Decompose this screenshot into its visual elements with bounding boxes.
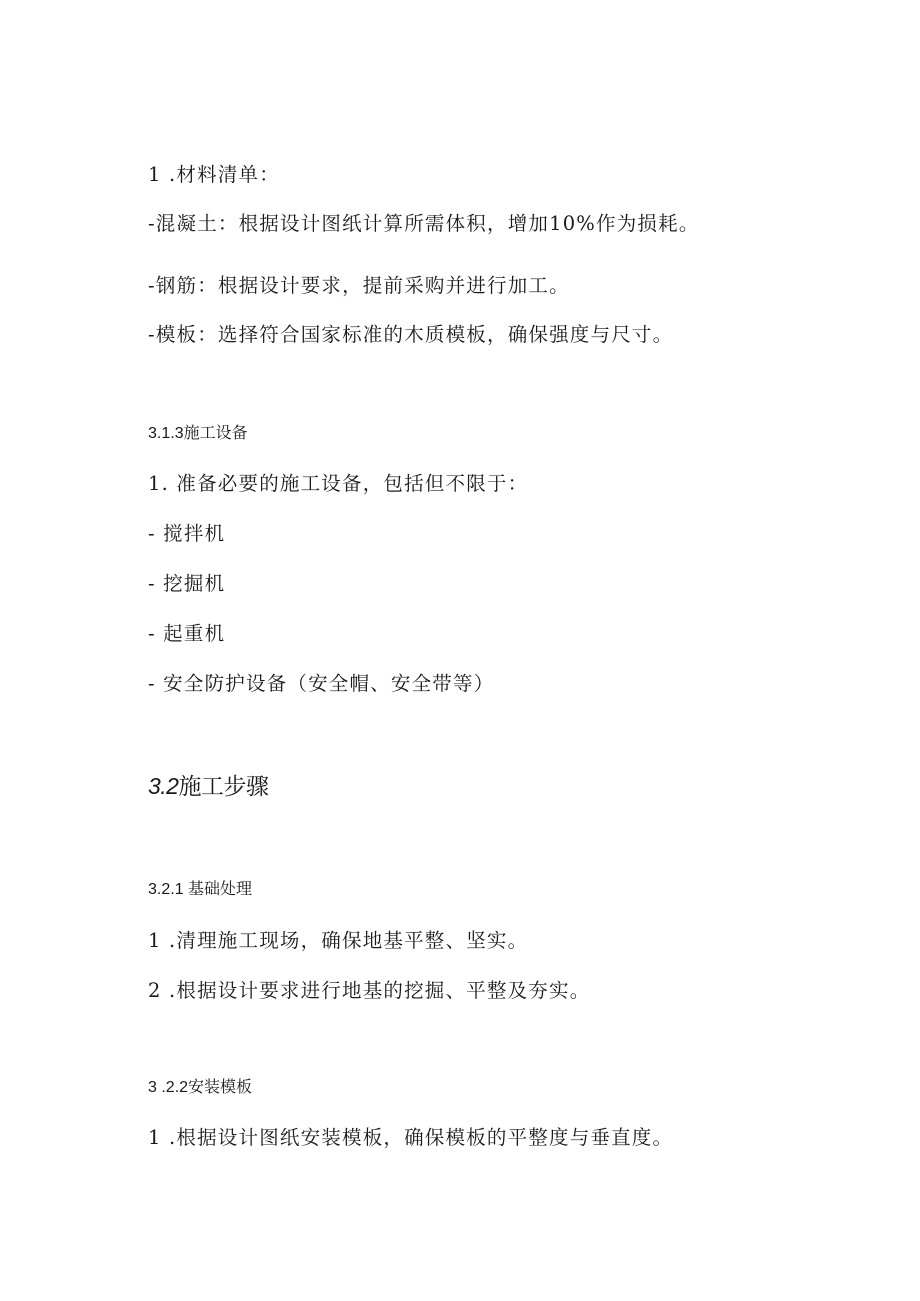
heading-3-2-number: 3.2 (148, 773, 179, 799)
heading-3-2-2: 3 .2.2安装模板 (148, 1079, 253, 1096)
material-formwork-item: -模板：选择符合国家标准的木质模板，确保强度与尺寸。 (148, 323, 674, 346)
heading-3-2-text: 施工步骤 (178, 773, 269, 799)
material-concrete-item: -混凝土：根据设计图纸计算所需体积，增加10%作为损耗。 (148, 212, 700, 235)
materials-list-title: 1 .材料清单： (148, 163, 280, 186)
equipment-item-crane: - 起重机 (148, 622, 226, 645)
heading-3-1-3: 3.1.3施工设备 (148, 425, 248, 442)
step-3-2-2-item-1: 1 .根据设计图纸安装模板，确保模板的平整度与垂直度。 (148, 1126, 674, 1149)
step-3-2-1-item-1: 1 .清理施工现场，确保地基平整、坚实。 (148, 929, 529, 952)
equipment-intro: 1. 准备必要的施工设备，包括但不限于： (148, 472, 529, 495)
step-3-2-1-item-2: 2 .根据设计要求进行地基的挖掘、平整及夯实。 (148, 979, 591, 1002)
heading-3-2 (148, 775, 268, 798)
equipment-item-mixer: - 搅拌机 (148, 522, 226, 545)
equipment-item-excavator: - 挖掘机 (148, 572, 226, 595)
equipment-item-safety-gear: - 安全防护设备（安全帽、安全带等） (148, 672, 495, 695)
heading-3-2-1: 3.2.1 基础处理 (148, 881, 253, 898)
material-rebar-item: -钢筋：根据设计要求，提前采购并进行加工。 (148, 274, 570, 297)
